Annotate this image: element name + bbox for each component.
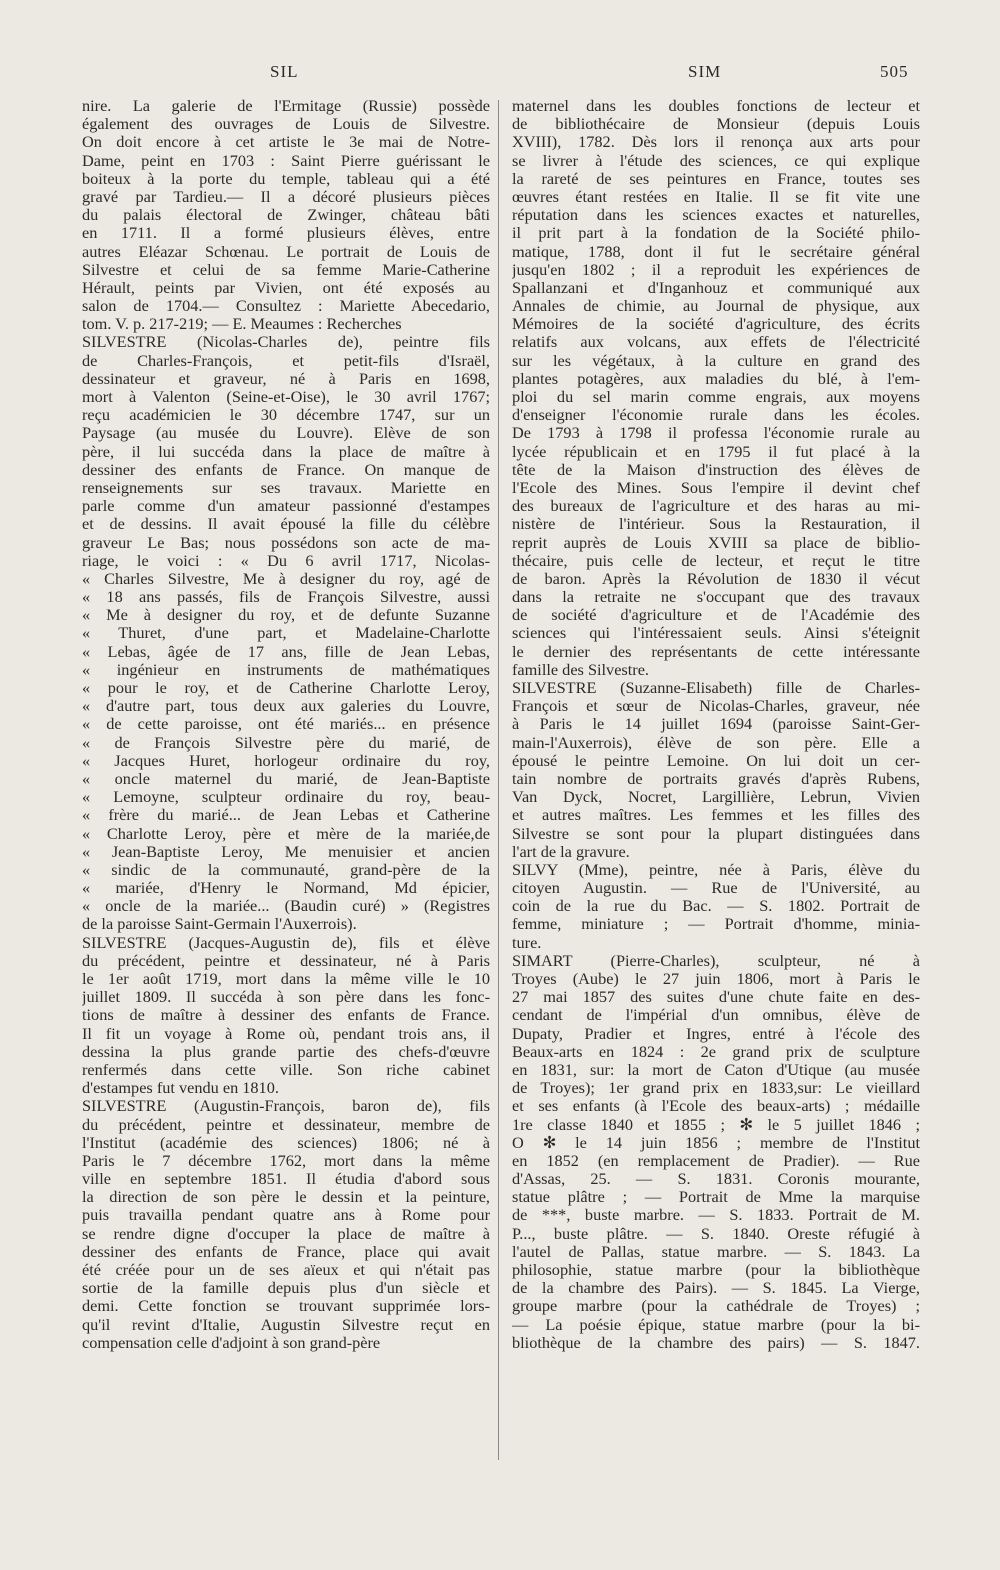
text-line: juillet 1809. Il succéda à son père dans les fonc-	[82, 988, 490, 1007]
text-line: groupe marbre (pour la cathédrale de Troyes) ;	[512, 1297, 920, 1316]
text-line: réputation dans les sciences exactes et naturelles,	[512, 206, 920, 225]
text-line: à Paris le 14 juillet 1694 (paroisse Saint-Ger-	[512, 715, 920, 734]
text-line: XVIII), 1782. Dès lors il renonça aux arts pour	[512, 133, 920, 152]
text-line: Van Dyck, Nocret, Largillière, Lebrun, Vivien	[512, 788, 920, 807]
text-line: boiteux à la porte du temple, tableau qui a été	[82, 169, 490, 188]
text-line: thécaire, puis celle de lecteur, et reçut le titre	[512, 551, 920, 570]
text-line: d'Assas, 25. — S. 1831. Coronis mourante,	[512, 1170, 920, 1189]
text-line: Silvestre et celui de sa femme Marie-Catherine	[82, 260, 490, 279]
text-line: famille des Silvestre.	[512, 660, 649, 679]
text-line: Hérault, peints par Vivien, ont été exposés au	[82, 278, 490, 297]
text-line: et autres maîtres. Les femmes et les filles des	[512, 806, 920, 825]
text-line: O ✻ le 14 juin 1856 ; membre de l'Institut	[512, 1133, 920, 1152]
text-line: « Charlotte Leroy, père et mère de la mariée,de	[82, 824, 490, 843]
text-line: dessiner des enfants de France, place qui avait	[82, 1242, 490, 1261]
text-line: père, il lui succéda dans la place de maître à	[82, 442, 490, 461]
text-line: nistère de l'intérieur. Sous la Restauration, il	[512, 515, 920, 534]
text-line: de Charles-François, et petit-fils d'Israël,	[82, 351, 490, 370]
text-line: « oncle de la mariée... (Baudin curé) » (Registres	[82, 897, 490, 916]
text-line: autres Eléazar Schœnau. Le portrait de Louis de	[82, 242, 490, 261]
text-line: l'Institut (académie des sciences) 1806; né à	[82, 1133, 490, 1152]
text-line: SIMART (Pierre-Charles), sculpteur, né à	[512, 951, 920, 970]
text-line: dessiner des enfants de France. On manque de	[82, 460, 490, 479]
page-number: 505	[880, 62, 909, 81]
text-line: Mémoires de la société d'agriculture, des écrits	[512, 315, 920, 334]
text-line: « pour le roy, et de Catherine Charlotte Leroy,	[82, 679, 490, 697]
text-line: « de cette paroisse, ont été mariés... en présence	[82, 715, 490, 734]
text-line: du précédent, peintre et dessinateur, membre de	[82, 1115, 490, 1134]
text-line: SILVESTRE (Nicolas-Charles de), peintre fils	[82, 333, 490, 352]
text-line: reçu académicien le 30 décembre 1747, sur un	[82, 406, 490, 425]
text-line: tête de la Maison d'instruction des élèves de	[512, 460, 920, 479]
text-line: Annales de chimie, au Journal de physique, aux	[512, 297, 920, 316]
text-line: du palais électoral de Zwinger, château bâti	[82, 206, 490, 225]
text-line: 27 mai 1857 des suites d'une chute faite en des-	[512, 988, 920, 1007]
text-line: riage, le voici : « Du 6 avril 1717, Nicolas-	[82, 551, 490, 570]
text-line: « Jacques Huret, horlogeur ordinaire du roy,	[82, 751, 490, 770]
text-line: d'enseigner l'économie rurale dans les écoles.	[512, 406, 920, 425]
text-line: renfermés dans cette ville. Son riche cabinet	[82, 1060, 490, 1079]
text-line: sur les végétaux, à la culture en grand des	[512, 351, 920, 370]
text-line: statue plâtre ; — Portrait de Mme la marquise	[512, 1188, 920, 1207]
text-line: en 1711. Il a formé plusieurs élèves, entre	[82, 224, 490, 243]
text-line: de ***, buste marbre. — S. 1833. Portrait de M.	[512, 1206, 920, 1225]
text-line: il prit part à la fondation de la Société philo-	[512, 224, 920, 243]
text-line: l'Ecole des Mines. Sous l'empire il devint chef	[512, 478, 920, 497]
text-line: compensation celle d'adjoint à son grand-père	[82, 1333, 381, 1352]
text-line: gravé par Tardieu.— Il a décoré plusieurs pièces	[82, 187, 490, 206]
text-line: « Me à designer du roy, et de defunte Suzanne	[82, 606, 490, 625]
text-line: le 1er août 1719, mort dans la même ville le 10	[82, 970, 490, 988]
text-line: en 1852 (en remplacement de Pradier). — Rue	[512, 1151, 920, 1170]
text-line: matique, 1788, dont il fut le secrétaire général	[512, 242, 920, 261]
text-line: d'estampes fut vendu en 1810.	[82, 1079, 279, 1098]
text-line: la direction de son père le dessin et la peinture,	[82, 1188, 490, 1207]
text-line: « d'autre part, tous deux aux galeries du Louvre,	[82, 697, 490, 716]
text-line: dans la retraite ne s'occupant que des travaux	[512, 588, 920, 607]
text-line: également des ouvrages de Louis de Silvestre.	[82, 115, 490, 134]
text-line: dessina la plus grande partie des chefs-d'œuvre	[82, 1042, 490, 1061]
text-line: On doit encore à cet artiste le 3e mai de Notre-	[82, 133, 490, 152]
text-line: tions de maître à dessiner des enfants de France.	[82, 1006, 490, 1025]
text-line: sortie de la famille depuis plus d'un siècle et	[82, 1279, 490, 1298]
text-line: « de François Silvestre père du marié, de	[82, 733, 490, 752]
text-line: la rareté de ses peintures en France, toutes ses	[512, 169, 920, 188]
text-line: Troyes (Aube) le 27 juin 1806, mort à Paris le	[512, 970, 920, 988]
text-line: « Thuret, d'une part, et Madelaine-Charlotte	[82, 624, 490, 643]
text-line: Beaux-arts en 1824 : 2e grand prix de sculpture	[512, 1042, 920, 1061]
text-line: Il fit un voyage à Rome où, pendant trois ans, il	[82, 1024, 490, 1043]
text-line: De 1793 à 1798 il professa l'économie rurale au	[512, 424, 920, 443]
text-line: des bureaux de l'agriculture et des haras au mi-	[512, 497, 920, 516]
text-line: épousé le peintre Lemoine. On lui doit un cer-	[512, 751, 920, 770]
text-line: plantes potagères, aux maladies du blé, à l'em-	[512, 369, 920, 388]
text-line: et de dessins. Il avait épousé la fille du célèbre	[82, 515, 490, 534]
text-line: « Lebas, âgée de 17 ans, fille de Jean Lebas,	[82, 642, 490, 661]
running-header-left: SIL	[270, 62, 299, 81]
text-line: reprit auprès de Louis XVIII sa place de biblio-	[512, 533, 920, 552]
text-line: relatifs aux volcans, aux effets de l'électricité	[512, 333, 920, 352]
text-line: tain nombre de portraits gravés d'après Rubens,	[512, 769, 920, 788]
text-line: « oncle maternel du marié, de Jean-Baptiste	[82, 769, 490, 788]
text-line: ville en septembre 1851. Il étudia d'abord sous	[82, 1170, 490, 1189]
text-line: Silvestre se sont pour la plupart distinguées dans	[512, 824, 920, 843]
text-line: qu'il revint d'Italie, Augustin Silvestre reçut en	[82, 1315, 490, 1334]
text-line: de Troyes); 1er grand prix en 1833,sur: Le vieillard	[512, 1079, 920, 1098]
text-line: puis travailla pendant quatre ans à Rome pour	[82, 1206, 490, 1225]
text-line: Paris le 7 décembre 1762, mort dans la même	[82, 1151, 490, 1170]
text-line: ploi du sel marin comme engrais, aux moyens	[512, 388, 920, 406]
text-line: lycée républicain et en 1795 il fut placé à la	[512, 442, 920, 461]
text-line: François et sœur de Nicolas-Charles, graveur, née	[512, 697, 920, 716]
text-line: philosophie, statue marbre (pour la bibliothèque	[512, 1261, 920, 1279]
text-line: SILVESTRE (Jacques-Augustin de), fils et élève	[82, 933, 490, 952]
text-line: « Jean-Baptiste Leroy, Me menuisier et ancien	[82, 842, 490, 861]
text-line: de la paroisse Saint-Germain l'Auxerrois).	[82, 915, 357, 934]
text-line: le dernier des représentants de cette intéressante	[512, 642, 920, 661]
text-line: « 18 ans passés, fils de François Silvestre, aussi	[82, 588, 490, 607]
text-line: nire. La galerie de l'Ermitage (Russie) possède	[82, 97, 490, 115]
text-line: « mariée, d'Henry le Normand, Md épicier,	[82, 879, 490, 898]
text-line: mort à Valenton (Seine-et-Oise), le 30 avril 1767;	[82, 388, 490, 406]
text-line: P..., buste plâtre. — S. 1840. Oreste réfugié à	[512, 1224, 920, 1243]
text-line: SILVESTRE (Suzanne-Elisabeth) fille de Charles-	[512, 679, 920, 697]
text-line: du précédent, peintre et dessinateur, né à Paris	[82, 951, 490, 970]
text-line: « frère du marié... de Jean Lebas et Catherine	[82, 806, 490, 825]
text-line: citoyen Augustin. — Rue de l'Université, au	[512, 879, 920, 898]
text-line: main-l'Auxerrois), élève de son père. Elle a	[512, 733, 920, 752]
text-line: maternel dans les doubles fonctions de lecteur et	[512, 97, 920, 115]
text-line: de la chambre des Pairs). — S. 1845. La Vierge,	[512, 1279, 920, 1298]
text-line: « Lemoyne, sculpteur ordinaire du roy, beau-	[82, 788, 490, 807]
text-line: œuvres étant restées en Italie. Il se fit vite une	[512, 187, 920, 206]
text-line: se rendre digne d'occuper la place de maître à	[82, 1224, 490, 1243]
text-line: demi. Cette fonction se trouvant supprimée lors-	[82, 1297, 490, 1316]
text-line: — La poésie épique, statue marbre (pour la bi-	[512, 1315, 920, 1334]
text-line: femme, miniature ; — Portrait d'homme, minia-	[512, 915, 920, 934]
left-text-column	[82, 97, 490, 1352]
text-line: dessinateur et graveur, né à Paris en 1698,	[82, 369, 490, 388]
text-line: « Charles Silvestre, Me à designer du roy, agé de	[82, 569, 490, 588]
text-line: Spallanzani et d'Inganhouz et communiqué aux	[512, 278, 920, 297]
text-line: coin de la rue du Bac. — S. 1802. Portrait de	[512, 897, 920, 916]
text-line: sciences qui l'intéressaient seuls. Ainsi s'éteignit	[512, 624, 920, 643]
right-text-column	[512, 97, 920, 1352]
text-line: ture.	[512, 933, 542, 952]
text-line: de société d'agriculture et de l'Académie des	[512, 606, 920, 625]
text-line: en 1831, sur: la mort de Caton d'Utique (au musée	[512, 1060, 920, 1079]
text-line: 1re classe 1840 et 1855 ; ✻ le 5 juillet 1846 ;	[512, 1115, 920, 1134]
text-line: se livrer à l'étude des sciences, ce qui explique	[512, 151, 920, 170]
text-line: « ingénieur en instruments de mathématiques	[82, 660, 490, 679]
text-line: et ses enfants (à l'Ecole des beaux-arts) ; médaille	[512, 1097, 920, 1116]
running-header-center: SIM	[688, 62, 722, 81]
text-line: « sindic de la communauté, grand-père de la	[82, 860, 490, 879]
text-line: de baron. Après la Révolution de 1830 il vécut	[512, 569, 920, 588]
text-line: Dupaty, Pradier et Ingres, entré à l'école des	[512, 1024, 920, 1043]
text-line: SILVY (Mme), peintre, née à Paris, élève du	[512, 860, 920, 879]
text-line: tom. V. p. 217-219; — E. Meaumes : Recherches	[82, 315, 402, 334]
text-line: bliothèque de la chambre des pairs) — S. 1847.	[512, 1333, 920, 1352]
text-line: été créée pour un de ses aïeux et qui n'était pas	[82, 1261, 490, 1279]
text-line: de bibliothécaire de Monsieur (depuis Louis	[512, 115, 920, 134]
text-line: jusqu'en 1802 ; il a reproduit les expériences de	[512, 260, 920, 279]
text-line: Paysage (au musée du Louvre). Elève de son	[82, 424, 490, 443]
column-divider	[498, 100, 499, 1460]
text-line: Dame, peint en 1703 : Saint Pierre guérissant le	[82, 151, 490, 170]
text-line: SILVESTRE (Augustin-François, baron de), fils	[82, 1097, 490, 1116]
text-line: salon de 1704.— Consultez : Mariette Abecedario,	[82, 297, 490, 316]
text-line: l'art de la gravure.	[512, 842, 630, 861]
text-line: cendant de l'impérial d'un omnibus, élève de	[512, 1006, 920, 1025]
text-line: l'autel de Pallas, statue marbre. — S. 1843. La	[512, 1242, 920, 1261]
text-line: renseignements sur ses travaux. Mariette en	[82, 478, 490, 497]
text-line: graveur Le Bas; nous possédons son acte de ma-	[82, 533, 490, 552]
text-line: parle comme d'un amateur passionné d'estampes	[82, 497, 490, 516]
